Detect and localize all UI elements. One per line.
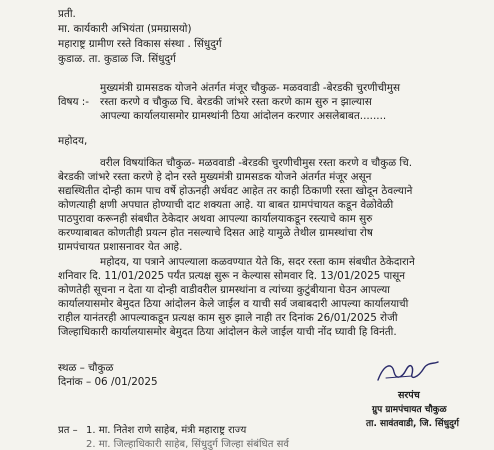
body-line: कोणत्याही क्षणी अपघात होण्याची दाट शक्यता आहे. या बाबत ग्रामपंचायत कडून वेळोवेळी — [58, 199, 394, 211]
subject-line: मुख्यमंत्री ग्रामसडक योजने अंतर्गत मंजूर चौकुळ- मळववाडी -बेरडकी चुरणीचीमुस — [100, 82, 400, 94]
handwritten-signature — [372, 358, 442, 386]
body-line: कार्यालयासमोर बेमुदत ठिया आंदोलन केले जाईल व याची सर्व जबाबदारी आपल्या कार्यालयाची — [58, 298, 409, 310]
body-line: बेरडकी जांभरे रस्ता करणे हे दोन रस्ते मुख्यमंत्री ग्रामसडक योजने अंतर्गत मंजूर असून — [58, 171, 372, 183]
body-line: करण्याबाबत कोणतीही प्रयत्न होत नसल्याचे दिसत आहे यामुळे तेथील ग्रामस्थांचा रोष — [58, 227, 373, 239]
subject-line: आपल्या कार्यालयासमोर ग्रामस्थांनी ठिया आंदोलन करणार असलेबाबत........ — [100, 110, 387, 122]
copy-line: 2. मा. जिल्हाधिकारी साहेब, सिंधुदुर्ग जिल्हा संबंधित सर्व — [86, 439, 289, 450]
copy-line: 1. मा. नितेश राणे साहेब, मंत्री महाराष्ट्र राज्य — [86, 425, 247, 436]
signatory-org: ग्रुप ग्रामपंचायत चौकुळ — [372, 405, 447, 415]
body-line: वरील विषयांकित चौकुळ- मळववाडी -बेरडकी चुरणीचीमुस रस्ता करणे व चौकुळ चि. — [100, 157, 413, 169]
body-line: सद्यस्थितीत दोन्ही काम पाच वर्षे होऊनही अर्धवट आहेत तर काही ठिकाणी रस्ता खोदून ठेवल्याने — [58, 185, 413, 197]
subject-line: रस्ता करणे व चौकुळ चि. बेरडकी जांभरे रस्ता करणे काम सुरु न झाल्यास — [100, 96, 372, 108]
date-line: दिनांक – 06 /01/2025 — [58, 376, 158, 388]
copy-label: प्रत – — [58, 425, 78, 436]
salutation: महोदय, — [58, 135, 88, 147]
signatory-title: सरपंच — [398, 390, 420, 401]
signatory-location: ता. सावंतवाडी, जि. सिंधुदुर्ग — [366, 419, 459, 429]
recipient-line: मा. कार्यकारी अभियंता (प्रमग्रासयो) — [58, 23, 192, 35]
body-line: राहील यानंतरही आपल्याकडून प्रत्यक्ष काम सुरु झाले नाही तर दिनांक 26/01/2025 रोजी — [58, 312, 398, 324]
body-line: ग्रामपंचायत प्रशासनावर येत आहे. — [58, 241, 183, 253]
recipient-line: महाराष्ट्र ग्रामीण रस्ते विकास संस्था . सिंधुदुर्ग — [58, 38, 222, 50]
body-line: जिल्हाधिकारी कार्यालयासमोर बेमुदत ठिया आंदोलन केले जाईल याची नोंद घ्यावी हि विनंती. — [58, 326, 397, 338]
body-line: महोदय, या पत्राने आपल्याला कळवण्यात येते कि, सदर रस्ता काम संबधीत ठेकेदाराने — [100, 256, 415, 268]
body-line: शनिवार दि. 11/01/2025 पर्यंत प्रत्यक्ष सुरू न केल्यास सोमवार दि. 13/01/2025 पासून — [58, 270, 405, 282]
to-label: प्रती. — [58, 8, 76, 20]
subject-label: विषय :- — [58, 96, 90, 108]
body-line: पाठपुरावा करूनही संबधीत ठेकेदार अथवा आपल्या कार्यालयाकडून रस्त्याचे काम सुरु — [58, 213, 373, 225]
place-line: स्थळ – चौकुळ — [58, 362, 114, 374]
body-line: कोणतेही सूचना न देता या दोन्ही वाडीवरील ग्रामस्थांना व त्यांच्या कुटुंबीयाना घेउन आपल्या — [58, 284, 390, 296]
recipient-line: कुडाळ. ता. कुडाळ जि. सिंधुदुर्ग — [58, 53, 176, 65]
